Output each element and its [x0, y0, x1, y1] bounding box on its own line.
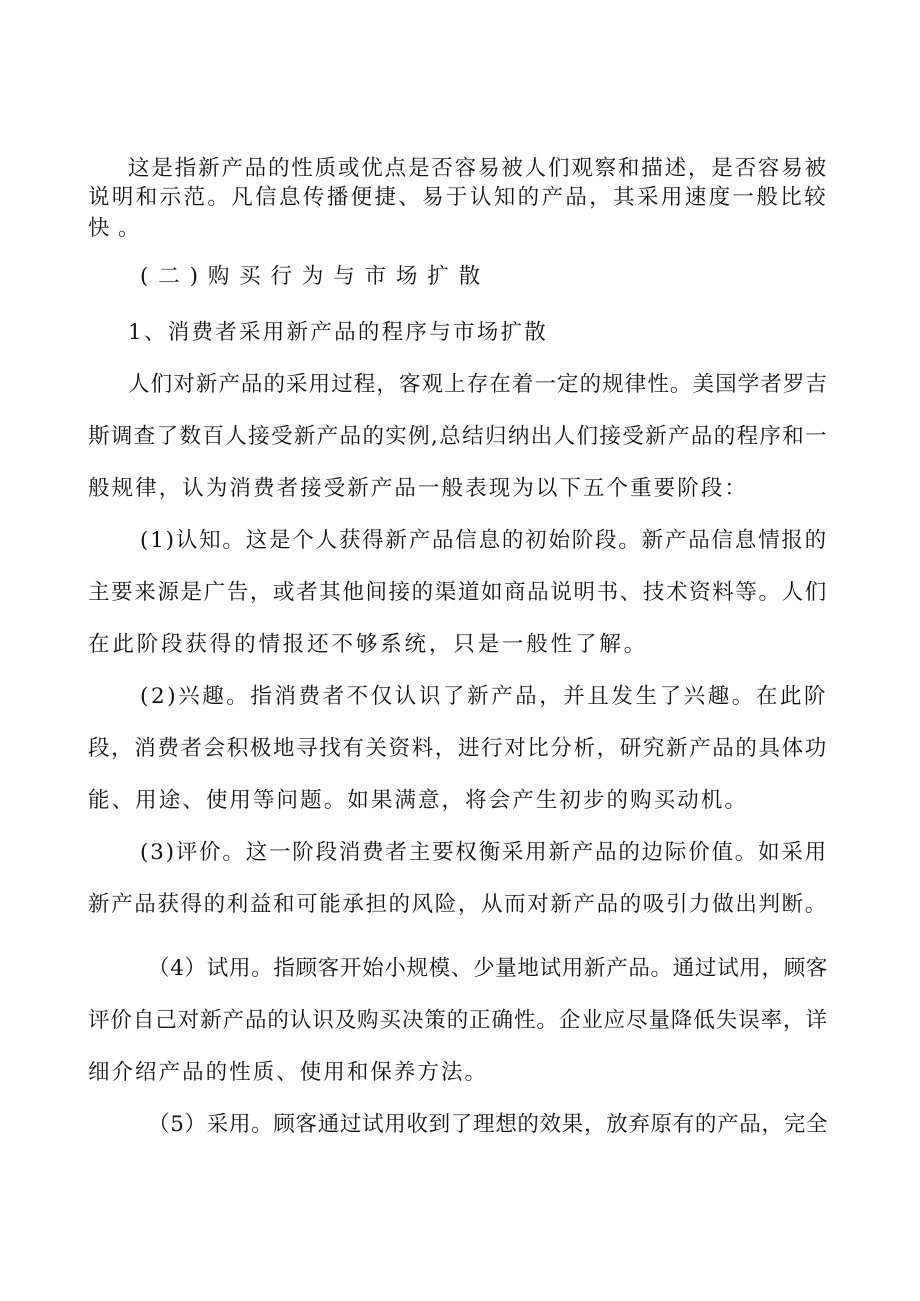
text-line: (1)认知。这是个人获得新产品信息的初始阶段。新产品信息情报的 [140, 528, 828, 553]
text-line: 能、用途、使用等问题。如果满意，将会产生初步的购买动机。 [88, 788, 748, 813]
text-line: （5）采用。顾客通过试用收到了理想的效果，放弃原有的产品，完全 [148, 1112, 829, 1137]
section-heading: (二)购买行为与市场扩散 [140, 264, 490, 289]
text-line: 人们对新产品的采用过程，客观上存在着一定的规律性。美国学者罗吉 [128, 372, 828, 397]
text-line: 段，消费者会积极地寻找有关资料，进行对比分析，研究新产品的具体功 [88, 736, 828, 761]
text-line: 这是指新产品的性质或优点是否容易被人们观察和描述，是否容易被 [128, 156, 828, 181]
text-line: 说明和示范。凡信息传播便捷、易于认知的产品，其采用速度一般比较 [88, 185, 828, 210]
text-line: (2)兴趣。指消费者不仅认识了新产品，并且发生了兴趣。在此阶 [140, 684, 829, 709]
subsection-heading: 1、消费者采用新产品的程序与市场扩散 [128, 320, 549, 345]
text-line: 般规律，认为消费者接受新产品一般表现为以下五个重要阶段： [88, 476, 748, 501]
text-line: 新产品获得的利益和可能承担的风险，从而对新产品的吸引力做出判断。 [88, 892, 828, 917]
text-line: 斯调查了数百人接受新产品的实例,总结归纳出人们接受新产品的程序和一 [88, 424, 829, 449]
text-line: 在此阶段获得的情报还不够系统，只是一般性了解。 [88, 632, 649, 657]
text-line: 细介绍产品的性质、使用和保养方法。 [88, 1060, 489, 1085]
text-line: 主要来源是广告，或者其他间接的渠道如商品说明书、技术资料等。人们 [88, 580, 828, 605]
text-line: (3)评价。这一阶段消费者主要权衡采用新产品的边际价值。如采用 [140, 840, 828, 865]
text-line: 快。 [88, 216, 148, 241]
text-line: （4）试用。指顾客开始小规模、少量地试用新产品。通过试用，顾客 [148, 956, 829, 981]
text-line: 评价自己对新产品的认识及购买决策的正确性。企业应尽量降低失误率，详 [88, 1008, 828, 1033]
